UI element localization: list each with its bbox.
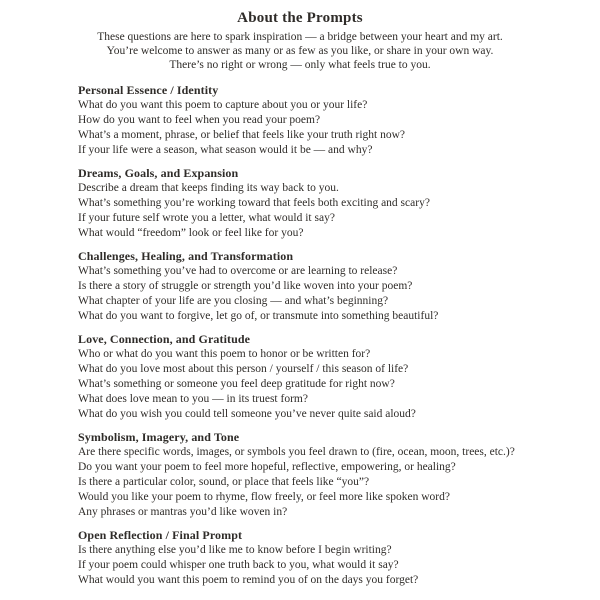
section-heading: Challenges, Healing, and Transformation xyxy=(78,249,294,263)
section-heading: Open Reflection / Final Prompt xyxy=(78,528,243,542)
section-heading: Dreams, Goals, and Expansion xyxy=(78,166,239,180)
prompt-question: If your future self wrote you a letter, what would it say? xyxy=(78,212,335,224)
prompt-section xyxy=(78,83,560,158)
section-heading: Love, Connection, and Gratitude xyxy=(78,332,251,346)
prompt-section xyxy=(78,332,560,422)
prompt-question: What do you want to forgive, let go of, or transmute into something beautiful? xyxy=(78,310,439,322)
prompt-question: What’s something you’re working toward that feels both exciting and scary? xyxy=(78,197,430,209)
prompt-section xyxy=(78,528,560,588)
prompt-question: Would you like your poem to rhyme, flow freely, or feel more like spoken word? xyxy=(78,491,450,503)
prompt-question: Do you want your poem to feel more hopeful, reflective, empowering, or healing? xyxy=(78,461,456,473)
prompt-question: What would “freedom” look or feel like for you? xyxy=(78,227,304,239)
prompt-question: How do you want to feel when you read your poem? xyxy=(78,114,321,126)
prompt-question: What do you love most about this person / yourself / this season of life? xyxy=(78,363,409,375)
prompt-question: Are there specific words, images, or symbols you feel drawn to (fire, ocean, moon, trees, etc.)? xyxy=(78,446,515,458)
prompt-question: What’s something or someone you feel deep gratitude for right now? xyxy=(78,378,395,390)
prompt-question: What’s something you’ve had to overcome or are learning to release? xyxy=(78,265,398,277)
section-heading: Symbolism, Imagery, and Tone xyxy=(78,430,240,444)
prompt-question: Any phrases or mantras you’d like woven in? xyxy=(78,506,288,518)
intro-block xyxy=(0,30,600,72)
prompt-question: What would you want this poem to remind you of on the days you forget? xyxy=(78,574,419,586)
prompt-question: What do you wish you could tell someone you’ve never quite said aloud? xyxy=(78,408,416,420)
page-title: About the Prompts xyxy=(237,10,363,26)
prompt-question: If your life were a season, what season would it be — and why? xyxy=(78,144,373,156)
prompt-section xyxy=(78,249,560,324)
prompt-section xyxy=(78,166,560,241)
section-heading: Personal Essence / Identity xyxy=(78,83,219,97)
intro-line: These questions are here to spark inspiration — a bridge between your heart and my art. xyxy=(97,31,503,43)
prompt-question: What’s a moment, phrase, or belief that feels like your truth right now? xyxy=(78,129,406,141)
prompt-section xyxy=(78,430,560,520)
sections-container xyxy=(78,83,560,588)
prompt-question: If your poem could whisper one truth back to you, what would it say? xyxy=(78,559,399,571)
prompt-question: Is there anything else you’d like me to know before I begin writing? xyxy=(78,544,392,556)
prompt-question: What do you want this poem to capture about you or your life? xyxy=(78,99,368,111)
prompt-question: Describe a dream that keeps finding its way back to you. xyxy=(78,182,339,194)
prompt-question: Is there a particular color, sound, or place that feels like “you”? xyxy=(78,476,370,488)
prompt-question: What chapter of your life are you closing — and what’s beginning? xyxy=(78,295,389,307)
intro-line: There’s no right or wrong — only what feels true to you. xyxy=(169,59,431,71)
intro-line: You’re welcome to answer as many or as few as you like, or share in your own way. xyxy=(106,45,494,57)
prompt-question: Who or what do you want this poem to honor or be written for? xyxy=(78,348,371,360)
prompt-question: Is there a story of struggle or strength you’d like woven into your poem? xyxy=(78,280,413,292)
prompt-question: What does love mean to you — in its truest form? xyxy=(78,393,308,405)
